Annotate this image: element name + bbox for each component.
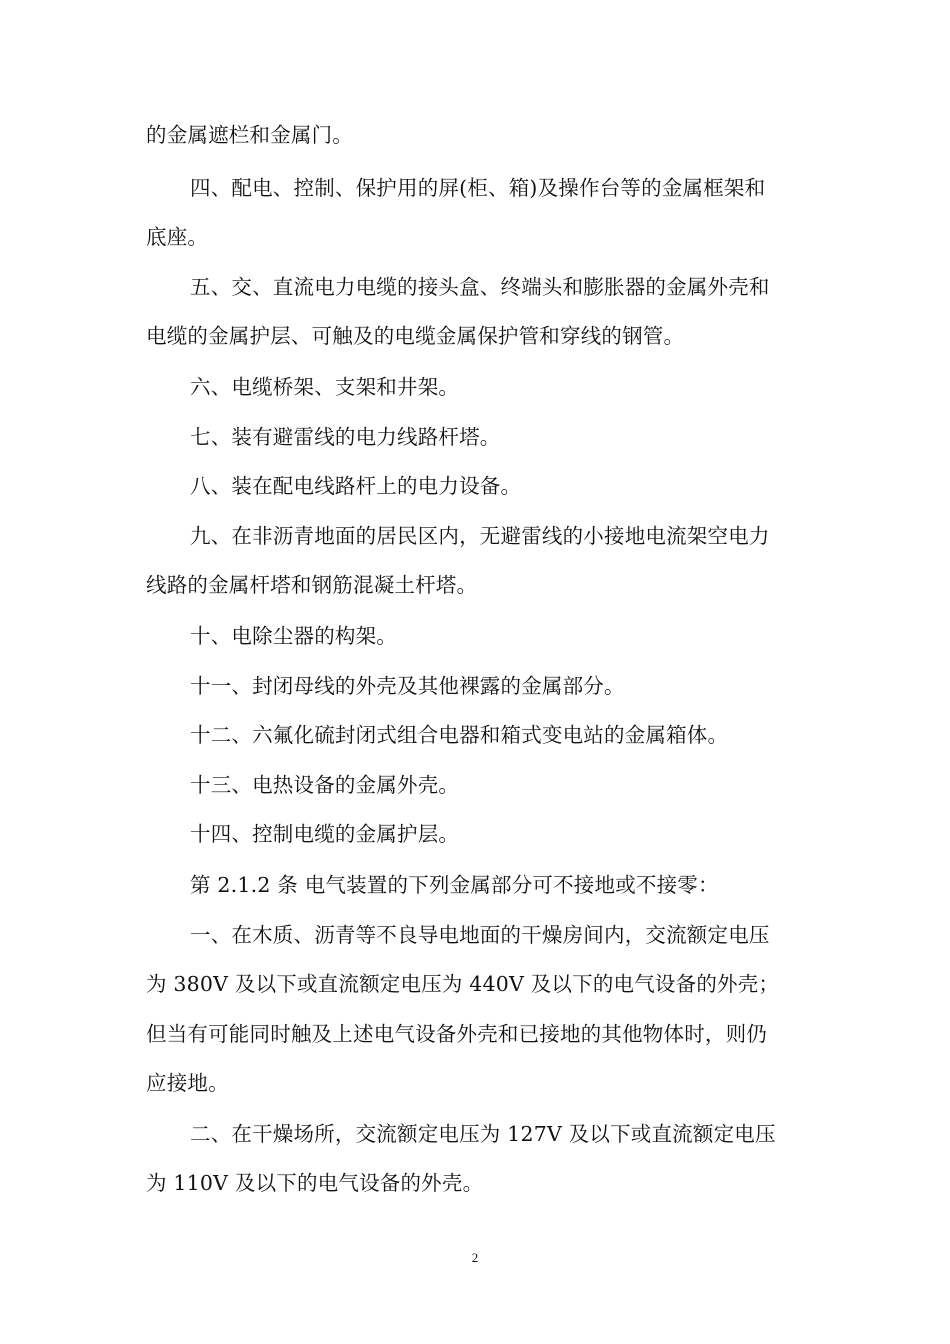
text-line: 一、在木质、沥青等不良导电地面的干燥房间内，交流额定电压 [190,923,770,947]
text-line: 的金属遮栏和金属门。 [146,123,353,147]
text-line: 十一、封闭母线的外壳及其他裸露的金属部分。 [190,674,625,698]
text-line: 为 380V 及以下或直流额定电压为 440V 及以下的电气设备的外壳； [146,972,780,996]
text-line: 八、装在配电线路杆上的电力设备。 [190,474,522,498]
text-line: 但当有可能同时触及上述电气设备外壳和已接地的其他物体时，则仍 [146,1022,767,1046]
text-line: 为 110V 及以下的电气设备的外壳。 [146,1171,484,1195]
section-heading: 第 2.1.2 条 电气装置的下列金属部分可不接地或不接零： [190,873,719,897]
text-line: 七、装有避雷线的电力线路杆塔。 [190,425,501,449]
page-number: 2 [471,1250,479,1265]
text-line: 线路的金属杆塔和钢筋混凝土杆塔。 [146,573,478,597]
text-line: 九、在非沥青地面的居民区内，无避雷线的小接地电流架空电力 [190,524,770,548]
text-line: 十二、六氟化硫封闭式组合电器和箱式变电站的金属箱体。 [190,723,729,747]
text-line: 四、配电、控制、保护用的屏(柜、箱)及操作台等的金属框架和 [190,176,766,200]
text-line: 电缆的金属护层、可触及的电缆金属保护管和穿线的钢管。 [146,324,685,348]
text-line: 底座。 [146,225,209,249]
text-line: 十三、电热设备的金属外壳。 [190,773,460,797]
text-line: 六、电缆桥架、支架和井架。 [190,375,460,399]
text-line: 五、交、直流电力电缆的接头盒、终端头和膨胀器的金属外壳和 [190,275,770,299]
text-line: 十四、控制电缆的金属护层。 [190,822,460,846]
text-line: 二、在干燥场所，交流额定电压为 127V 及以下或直流额定电压 [190,1122,776,1146]
text-line: 应接地。 [146,1071,229,1095]
text-line: 十、电除尘器的构架。 [190,624,397,648]
